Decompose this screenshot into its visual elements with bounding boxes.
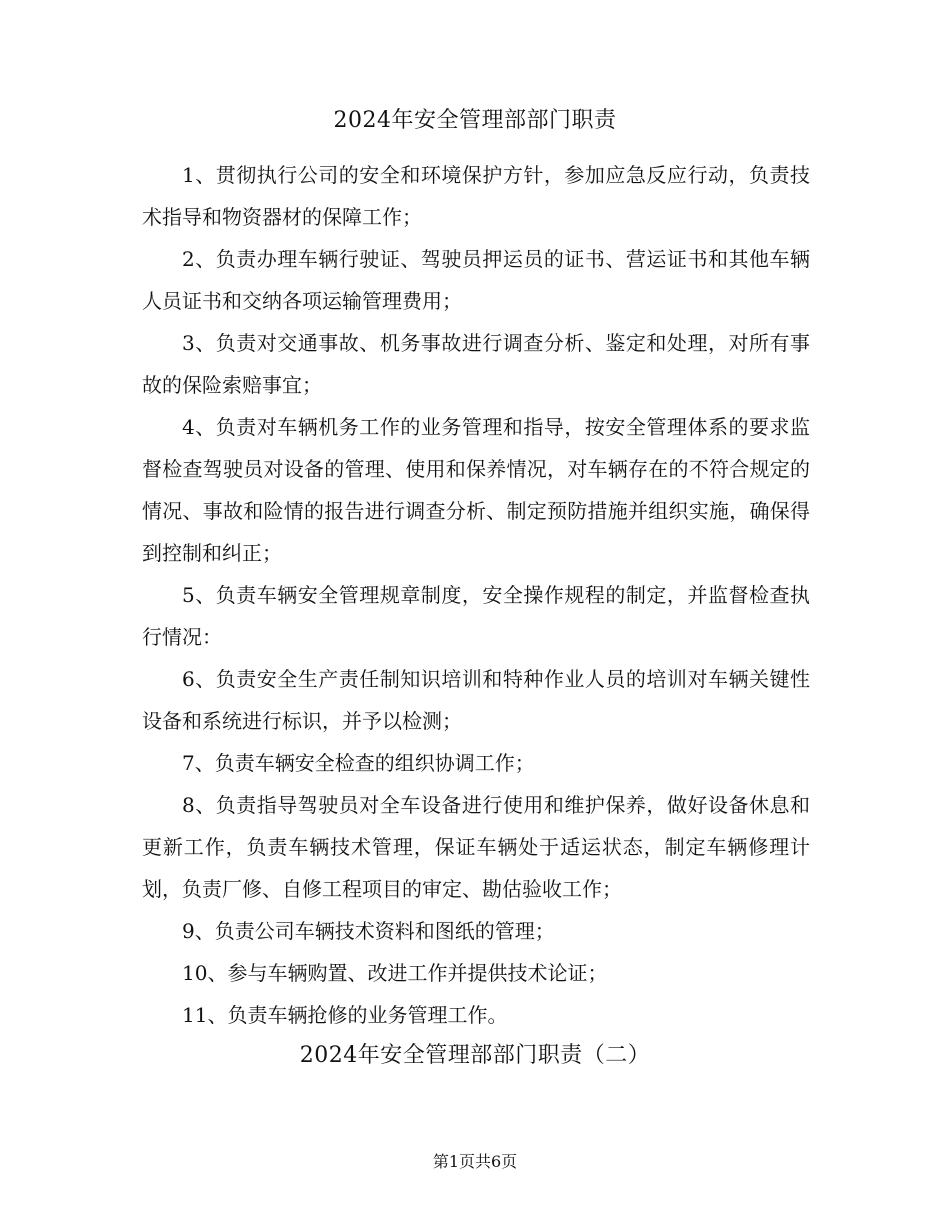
duty-item-11: 11、负责车辆抢修的业务管理工作。 [182, 1003, 508, 1027]
duty-item-3: 3、负责对交通事故、机务事故进行调查分析、鉴定和处理，对所有事故的保险索赔事宜； [142, 331, 810, 397]
duty-item-9: 9、负责公司车辆技术资料和图纸的管理； [182, 919, 555, 943]
duty-item-10: 10、参与车辆购置、改进工作并提供技术论证； [182, 961, 608, 985]
duty-item-6: 6、负责安全生产责任制知识培训和特种作业人员的培训对车辆关键性设备和系统进行标识，并予以检测； [142, 667, 810, 733]
duty-item-2: 2、负责办理车辆行驶证、驾驶员押运员的证书、营运证书和其他车辆人员证书和交纳各项运输管理费用； [142, 247, 810, 313]
duties-list [142, 154, 810, 1036]
duty-item-5: 5、负责车辆安全管理规章制度，安全操作规程的制定，并监督检查执行情况： [142, 583, 810, 649]
duty-item-8: 8、负责指导驾驶员对全车设备进行使用和维护保养，做好设备休息和更新工作，负责车辆技术管理，保证车辆处于适运状态，制定车辆修理计划，负责厂修、自修工程项目的审定、勘估验收工作； [142, 793, 810, 901]
page-number: 第1页共6页 [432, 1152, 518, 1171]
section-title-2: 2024年安全管理部部门职责（二） [299, 1043, 651, 1068]
duty-item-4: 4、负责对车辆机务工作的业务管理和指导，按安全管理体系的要求监督检查驾驶员对设备的管理、使用和保养情况，对车辆存在的不符合规定的情况、事故和险情的报告进行调查分析、制定预防措施并组织实施，确保得到控制和纠正； [142, 415, 810, 565]
page-title: 2024年安全管理部部门职责 [333, 108, 617, 133]
duty-item-1: 1、贯彻执行公司的安全和环境保护方针，参加应急反应行动，负责技术指导和物资器材的保障工作； [142, 163, 810, 229]
duty-item-7: 7、负责车辆安全检查的组织协调工作； [182, 751, 535, 775]
